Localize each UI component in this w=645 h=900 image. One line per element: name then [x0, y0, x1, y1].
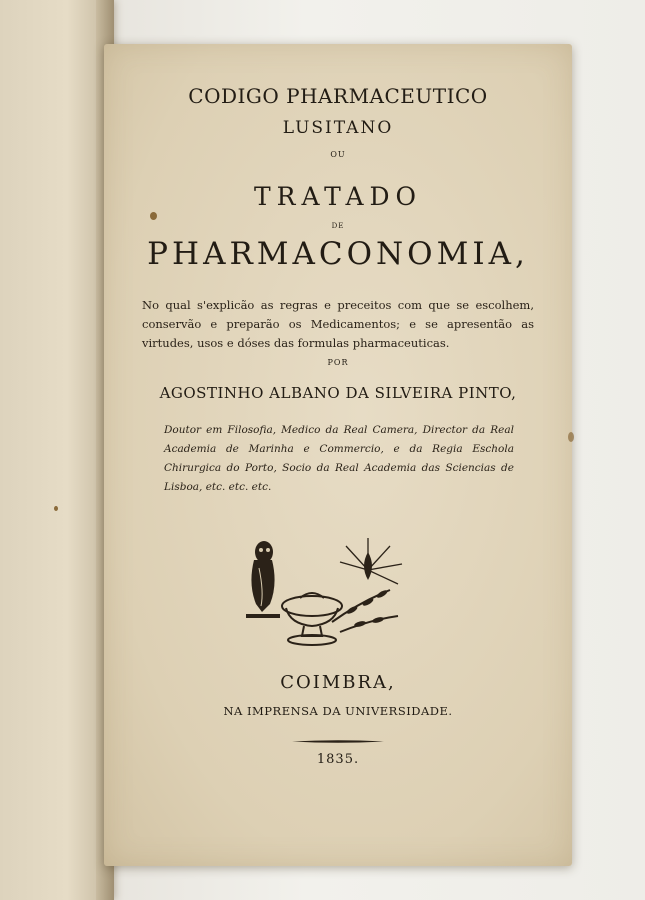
imprint-press: NA IMPRENSA DA UNIVERSIDADE. — [223, 704, 453, 718]
title-line-2: LUSITANO — [282, 118, 394, 138]
title-page — [104, 44, 572, 866]
title-big: PHARMACONOMIA, — [147, 236, 529, 272]
by-label: POR — [327, 358, 349, 367]
decorative-rule — [292, 740, 384, 743]
author-name: AGOSTINHO ALBANO DA SILVEIRA PINTO, — [159, 384, 517, 402]
title-line-1: CODIGO PHARMACEUTICO — [188, 84, 488, 108]
foxing-spot — [54, 506, 58, 511]
foxing-spot — [568, 432, 574, 442]
imprint-year: 1835. — [316, 752, 360, 767]
description-paragraph: No qual s'explicão as regras e preceitos com que se escolhem, conservão e preparão os Medicamentos; e se apresentão as virtudes, usos e dóses das formulas pharmaceuticas. — [142, 297, 534, 350]
conjunction-ou: OU — [330, 150, 346, 159]
owl-and-lamp-vignette-icon — [240, 532, 412, 650]
imprint-city: COIMBRA, — [280, 672, 396, 693]
author-credentials: Doutor em Filosofia, Medico da Real Camera, Director da Real Academia de Marinha e Commercio, e da Regia Eschola Chirurgica do Porto, Socio da Real Academia das Sciencias de Lisboa, etc. etc. etc. — [164, 423, 514, 493]
conjunction-de: DE — [331, 222, 345, 230]
title-main: TRATADO — [253, 182, 423, 211]
foxing-spot — [150, 212, 157, 220]
